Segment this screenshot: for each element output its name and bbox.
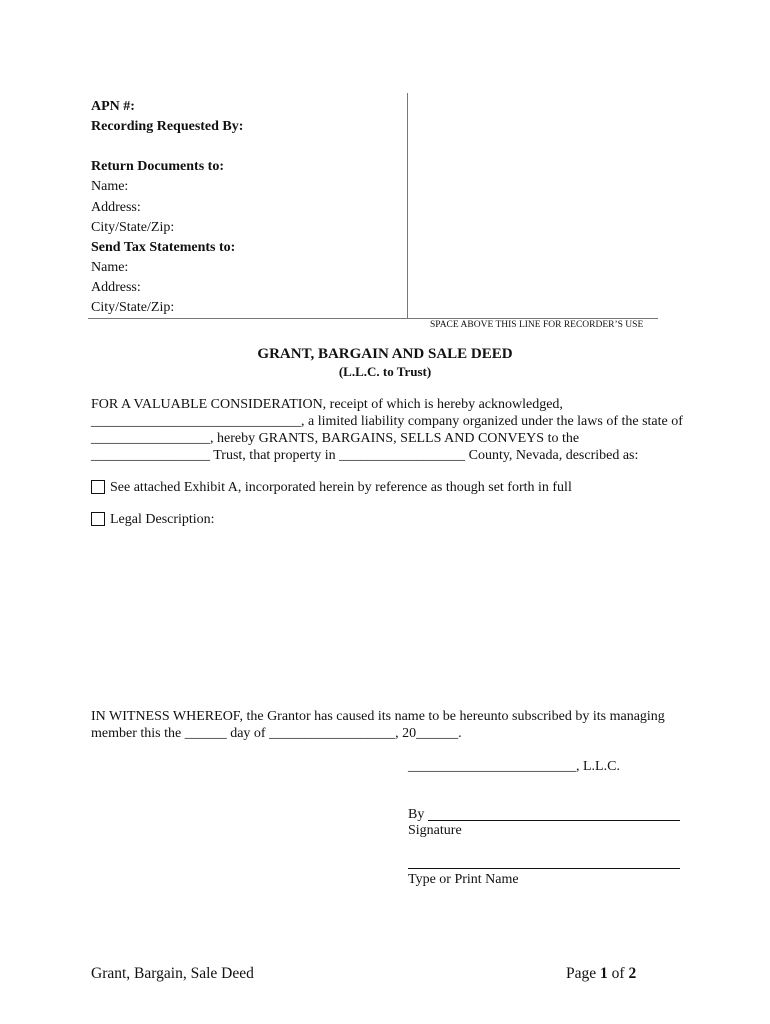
tax-address-label: Address:	[91, 280, 141, 295]
by-label: By	[408, 807, 425, 822]
footer-document-name: Grant, Bargain, Sale Deed	[91, 965, 254, 982]
footer-page-number	[566, 966, 636, 982]
recorder-horizontal-divider	[88, 318, 658, 319]
page-total: 2	[628, 965, 637, 982]
llc-name-line: ________________________, L.L.C.	[408, 759, 620, 774]
return-documents-label: Return Documents to:	[91, 159, 224, 174]
witness-line-2: member this the ______ day of __________________, 20______.	[91, 726, 462, 741]
consideration-line-2: ______________________________, a limited liability company organized under the laws of the state of	[91, 414, 683, 429]
exhibit-a-checkbox[interactable]	[91, 480, 105, 494]
legal-description-label: Legal Description:	[110, 512, 215, 527]
signature-label: Signature	[408, 823, 462, 838]
signature-rule	[428, 820, 680, 821]
deed-subtitle: (L.L.C. to Trust)	[338, 364, 432, 379]
page-word: Page	[566, 965, 597, 982]
return-address-label: Address:	[91, 200, 141, 215]
print-name-rule	[408, 868, 680, 869]
consideration-line-3: _________________, hereby GRANTS, BARGAINS, SELLS AND CONVEYS to the	[91, 431, 580, 446]
tax-city-label: City/State/Zip:	[91, 300, 175, 315]
recording-requested-by-label: Recording Requested By:	[91, 119, 244, 134]
page-current: 1	[600, 965, 608, 982]
return-name-label: Name:	[91, 179, 129, 194]
legal-description-checkbox[interactable]	[91, 512, 105, 526]
consideration-line-1: FOR A VALUABLE CONSIDERATION, receipt of which is hereby acknowledged,	[91, 397, 563, 412]
recorder-space-note: SPACE ABOVE THIS LINE FOR RECORDER’S USE	[430, 320, 644, 330]
deed-title: GRANT, BARGAIN AND SALE DEED	[257, 346, 513, 362]
return-city-label: City/State/Zip:	[91, 220, 175, 235]
send-tax-label: Send Tax Statements to:	[91, 240, 236, 255]
consideration-line-4: _________________ Trust, that property in __________________ County, Nevada, described as:	[91, 448, 639, 463]
recorder-vertical-divider	[407, 93, 408, 318]
exhibit-a-label: See attached Exhibit A, incorporated herein by reference as though set forth in full	[110, 480, 572, 495]
tax-name-label: Name:	[91, 260, 129, 275]
apn-label: APN #:	[91, 99, 135, 114]
page-of: of	[611, 965, 625, 982]
print-name-label: Type or Print Name	[408, 872, 519, 887]
witness-line-1: IN WITNESS WHEREOF, the Grantor has caused its name to be hereunto subscribed by its managing	[91, 709, 665, 724]
